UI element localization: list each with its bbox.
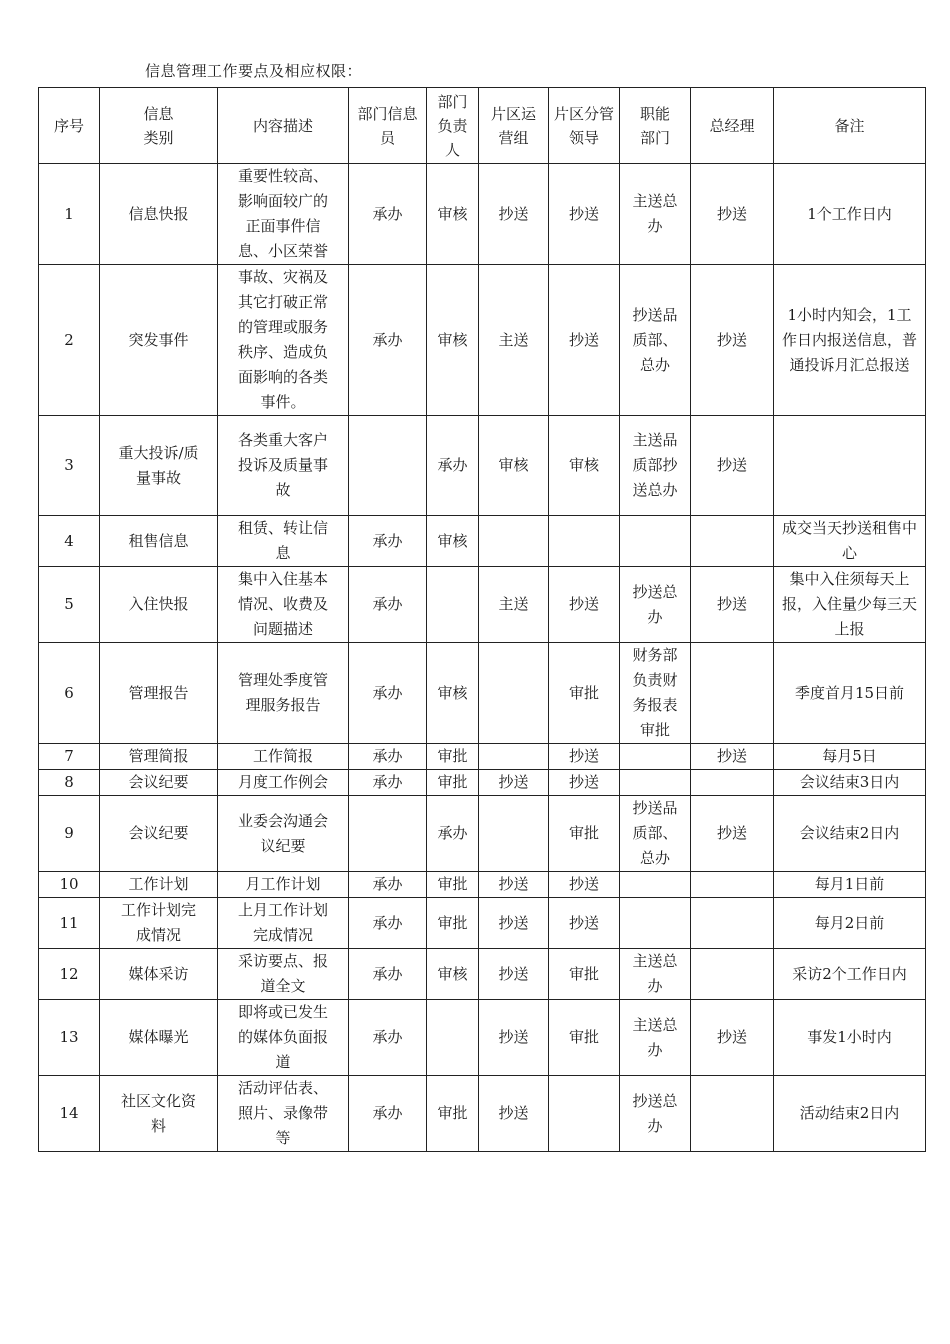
cell-category: 入住快报 [100, 567, 218, 643]
cell-func-dept: 主送品质部抄送总办 [620, 416, 691, 516]
cell-category: 信息快报 [100, 164, 218, 265]
cell-category: 媒体采访 [100, 949, 218, 1000]
header-gm: 总经理 [691, 88, 774, 164]
cell-area-ops [479, 796, 549, 872]
cell-area-ops [479, 516, 549, 567]
cell-gm [691, 643, 774, 744]
cell-area-ops: 抄送 [479, 949, 549, 1000]
cell-desc: 即将或已发生的媒体负面报道 [218, 1000, 349, 1076]
cell-dept-head: 审批 [427, 744, 479, 770]
table-row [39, 164, 926, 265]
cell-func-dept: 抄送总办 [620, 567, 691, 643]
table-row [39, 516, 926, 567]
cell-desc: 各类重大客户投诉及质量事故 [218, 416, 349, 516]
cell-area-ops: 抄送 [479, 1076, 549, 1152]
cell-area-ops [479, 744, 549, 770]
cell-category: 工作计划 [100, 872, 218, 898]
cell-seq: 4 [39, 516, 100, 567]
cell-note: 会议结束2日内 [774, 796, 926, 872]
table-header-row [39, 88, 926, 164]
cell-desc: 业委会沟通会议纪要 [218, 796, 349, 872]
cell-desc: 集中入住基本情况、收费及问题描述 [218, 567, 349, 643]
cell-gm [691, 516, 774, 567]
cell-note: 会议结束3日内 [774, 770, 926, 796]
cell-category: 管理简报 [100, 744, 218, 770]
cell-dept-info: 承办 [349, 1076, 427, 1152]
cell-note [774, 416, 926, 516]
cell-area-ops: 抄送 [479, 164, 549, 265]
cell-func-dept: 财务部负责财务报表审批 [620, 643, 691, 744]
cell-desc: 重要性较高、影响面较广的正面事件信息、小区荣誉 [218, 164, 349, 265]
header-func-dept: 职能部门 [620, 88, 691, 164]
table-row [39, 1000, 926, 1076]
cell-dept-head: 承办 [427, 796, 479, 872]
cell-gm: 抄送 [691, 567, 774, 643]
cell-dept-info: 承办 [349, 872, 427, 898]
cell-func-dept [620, 898, 691, 949]
cell-area-leader: 审核 [549, 416, 620, 516]
cell-func-dept: 抄送总办 [620, 1076, 691, 1152]
cell-area-leader: 抄送 [549, 770, 620, 796]
table-row [39, 643, 926, 744]
cell-area-ops: 主送 [479, 265, 549, 416]
cell-func-dept [620, 516, 691, 567]
cell-area-leader [549, 516, 620, 567]
cell-note: 1个工作日内 [774, 164, 926, 265]
table-row [39, 744, 926, 770]
table-row [39, 770, 926, 796]
cell-area-ops: 审核 [479, 416, 549, 516]
cell-dept-head: 审核 [427, 516, 479, 567]
cell-note: 每月5日 [774, 744, 926, 770]
cell-note: 成交当天抄送租售中心 [774, 516, 926, 567]
cell-gm [691, 872, 774, 898]
cell-gm [691, 949, 774, 1000]
header-desc: 内容描述 [218, 88, 349, 164]
cell-area-leader: 抄送 [549, 898, 620, 949]
cell-area-ops: 抄送 [479, 770, 549, 796]
cell-dept-head: 审核 [427, 949, 479, 1000]
cell-func-dept [620, 770, 691, 796]
cell-dept-info [349, 416, 427, 516]
cell-seq: 9 [39, 796, 100, 872]
cell-func-dept: 主送总办 [620, 949, 691, 1000]
cell-desc: 活动评估表、照片、录像带等 [218, 1076, 349, 1152]
cell-category: 租售信息 [100, 516, 218, 567]
cell-dept-head [427, 1000, 479, 1076]
cell-gm [691, 770, 774, 796]
cell-seq: 3 [39, 416, 100, 516]
cell-func-dept: 主送总办 [620, 1000, 691, 1076]
cell-seq: 5 [39, 567, 100, 643]
cell-area-leader: 抄送 [549, 744, 620, 770]
page-title: 信息管理工作要点及相应权限： [145, 62, 363, 80]
cell-dept-head: 审批 [427, 1076, 479, 1152]
cell-func-dept: 抄送品质部、总办 [620, 796, 691, 872]
cell-dept-info: 承办 [349, 567, 427, 643]
cell-area-ops: 抄送 [479, 898, 549, 949]
cell-note: 采访2个工作日内 [774, 949, 926, 1000]
cell-area-leader: 抄送 [549, 567, 620, 643]
cell-seq: 13 [39, 1000, 100, 1076]
cell-area-ops [479, 643, 549, 744]
cell-dept-head: 审批 [427, 770, 479, 796]
cell-area-leader: 审批 [549, 643, 620, 744]
cell-desc: 月工作计划 [218, 872, 349, 898]
permissions-table [38, 87, 926, 1152]
cell-dept-info: 承办 [349, 516, 427, 567]
cell-area-ops: 抄送 [479, 1000, 549, 1076]
cell-seq: 10 [39, 872, 100, 898]
header-area-ops: 片区运营组 [479, 88, 549, 164]
cell-seq: 12 [39, 949, 100, 1000]
header-area-leader: 片区分管领导 [549, 88, 620, 164]
cell-category: 社区文化资料 [100, 1076, 218, 1152]
cell-category: 媒体曝光 [100, 1000, 218, 1076]
cell-desc: 月度工作例会 [218, 770, 349, 796]
cell-dept-info [349, 796, 427, 872]
cell-dept-info: 承办 [349, 949, 427, 1000]
table-row [39, 567, 926, 643]
header-category: 信息类别 [100, 88, 218, 164]
cell-gm: 抄送 [691, 164, 774, 265]
header-note: 备注 [774, 88, 926, 164]
cell-seq: 8 [39, 770, 100, 796]
cell-category: 会议纪要 [100, 770, 218, 796]
cell-func-dept [620, 744, 691, 770]
cell-dept-head [427, 567, 479, 643]
cell-category: 突发事件 [100, 265, 218, 416]
cell-dept-info: 承办 [349, 1000, 427, 1076]
cell-gm [691, 898, 774, 949]
table-body [39, 164, 926, 1152]
cell-gm: 抄送 [691, 1000, 774, 1076]
header-seq: 序号 [39, 88, 100, 164]
table-row [39, 265, 926, 416]
table-row [39, 796, 926, 872]
table-row [39, 898, 926, 949]
cell-note: 季度首月15日前 [774, 643, 926, 744]
cell-note: 事发1小时内 [774, 1000, 926, 1076]
cell-dept-info: 承办 [349, 898, 427, 949]
cell-note: 活动结束2日内 [774, 1076, 926, 1152]
table-row [39, 949, 926, 1000]
cell-area-leader [549, 1076, 620, 1152]
cell-dept-info: 承办 [349, 265, 427, 416]
cell-dept-info: 承办 [349, 770, 427, 796]
cell-desc: 采访要点、报道全文 [218, 949, 349, 1000]
cell-area-leader: 审批 [549, 949, 620, 1000]
cell-area-leader: 审批 [549, 1000, 620, 1076]
cell-gm: 抄送 [691, 796, 774, 872]
cell-category: 会议纪要 [100, 796, 218, 872]
cell-gm: 抄送 [691, 416, 774, 516]
cell-area-leader: 抄送 [549, 164, 620, 265]
cell-seq: 6 [39, 643, 100, 744]
cell-desc: 工作简报 [218, 744, 349, 770]
cell-seq: 2 [39, 265, 100, 416]
cell-desc: 上月工作计划完成情况 [218, 898, 349, 949]
cell-func-dept: 抄送品质部、总办 [620, 265, 691, 416]
cell-area-ops: 抄送 [479, 872, 549, 898]
cell-seq: 1 [39, 164, 100, 265]
cell-seq: 11 [39, 898, 100, 949]
cell-desc: 事故、灾祸及其它打破正常的管理或服务秩序、造成负面影响的各类事件。 [218, 265, 349, 416]
cell-gm: 抄送 [691, 744, 774, 770]
cell-note: 集中入住须每天上报，入住量少每三天上报 [774, 567, 926, 643]
cell-desc: 管理处季度管理服务报告 [218, 643, 349, 744]
cell-dept-head: 审核 [427, 265, 479, 416]
cell-gm [691, 1076, 774, 1152]
cell-func-dept: 主送总办 [620, 164, 691, 265]
cell-dept-info: 承办 [349, 164, 427, 265]
cell-category: 工作计划完成情况 [100, 898, 218, 949]
cell-area-ops: 主送 [479, 567, 549, 643]
table-row [39, 1076, 926, 1152]
header-dept-head: 部门负责人 [427, 88, 479, 164]
cell-note: 每月2日前 [774, 898, 926, 949]
cell-seq: 7 [39, 744, 100, 770]
cell-desc: 租赁、转让信息 [218, 516, 349, 567]
header-dept-info: 部门信息员 [349, 88, 427, 164]
cell-note: 1小时内知会，1工作日内报送信息，普通投诉月汇总报送 [774, 265, 926, 416]
cell-category: 重大投诉/质量事故 [100, 416, 218, 516]
cell-dept-head: 审批 [427, 872, 479, 898]
cell-dept-info: 承办 [349, 744, 427, 770]
cell-area-leader: 抄送 [549, 872, 620, 898]
cell-dept-head: 审核 [427, 164, 479, 265]
cell-func-dept [620, 872, 691, 898]
cell-area-leader: 抄送 [549, 265, 620, 416]
cell-note: 每月1日前 [774, 872, 926, 898]
cell-area-leader: 审批 [549, 796, 620, 872]
cell-dept-head: 审核 [427, 643, 479, 744]
cell-dept-info: 承办 [349, 643, 427, 744]
table-row [39, 872, 926, 898]
cell-dept-head: 承办 [427, 416, 479, 516]
cell-category: 管理报告 [100, 643, 218, 744]
cell-seq: 14 [39, 1076, 100, 1152]
cell-dept-head: 审批 [427, 898, 479, 949]
table-row [39, 416, 926, 516]
cell-gm: 抄送 [691, 265, 774, 416]
